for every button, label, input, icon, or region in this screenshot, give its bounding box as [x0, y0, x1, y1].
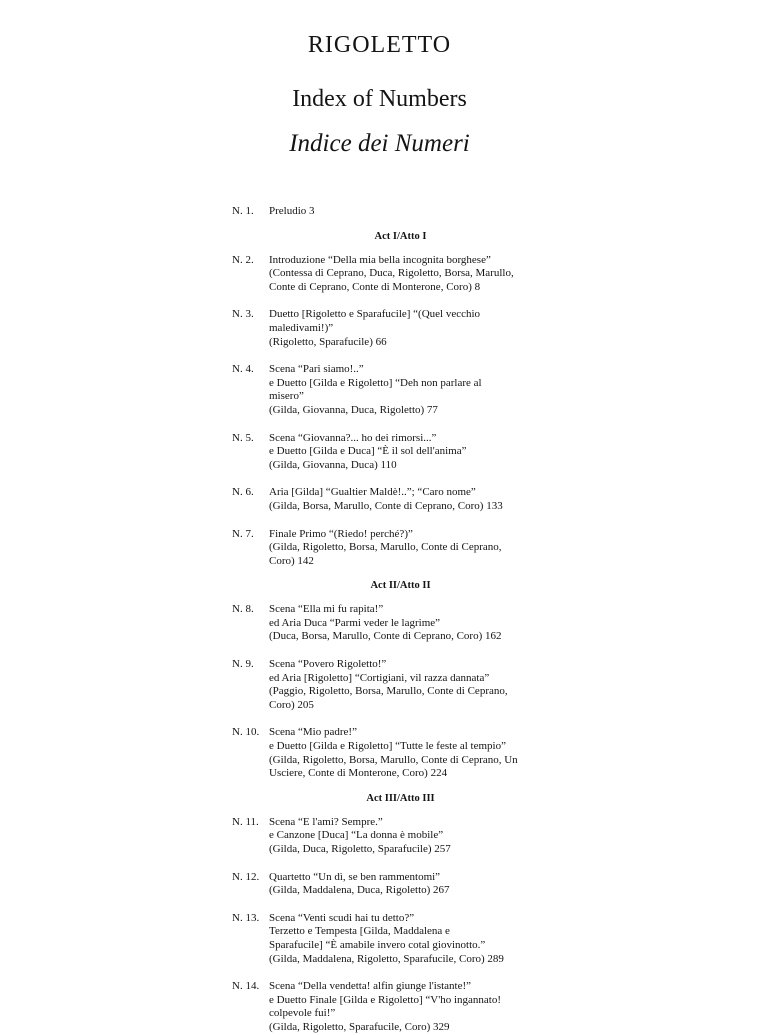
entry-line: Coro) 142: [269, 554, 314, 567]
entry-line: (Gilda, Rigoletto, Borsa, Marullo, Conte di Ceprano, Un: [269, 753, 518, 766]
entry-line: Scena “Venti scudi hai tu detto?”: [269, 911, 415, 924]
number-entry: [232, 363, 532, 417]
entry-line: Aria [Gilda] “Gualtier Maldè!..”; “Caro nome”: [269, 486, 476, 499]
act-heading: Act III/Atto III: [366, 792, 435, 804]
entry-line: e Duetto [Gilda e Rigoletto] “Tutte le feste al tempio”: [269, 740, 506, 753]
entry-line: (Gilda, Borsa, Marullo, Conte di Ceprano, Coro) 133: [269, 499, 503, 512]
entry-line: Sparafucile] “È amabile invero cotal giovinotto.”: [269, 938, 486, 951]
entry-line: Scena “Povero Rigoletto!”: [269, 658, 387, 671]
entry-line: (Rigoletto, Sparafucile) 66: [269, 335, 387, 348]
number-label: N. 13.: [232, 911, 260, 924]
entry-line: (Gilda, Duca, Rigoletto, Sparafucile) 257: [269, 843, 451, 855]
number-entry: [232, 205, 532, 219]
entry-line: ed Aria Duca “Parmi veder le lagrime”: [269, 616, 441, 629]
entry-line: Scena “Giovanna?... ho dei rimorsi...”: [269, 431, 437, 444]
number-entry: [232, 871, 532, 898]
entry-line: Scena “Ella mi fu rapita!”: [269, 603, 384, 616]
entry-line: (Gilda, Giovanna, Duca) 110: [269, 458, 397, 471]
number-label: N. 10.: [232, 726, 260, 739]
entry-line: (Gilda, Giovanna, Duca, Rigoletto) 77: [269, 403, 438, 416]
number-entry: [232, 528, 532, 569]
number-entry: [232, 308, 532, 349]
number-label: N. 12.: [232, 870, 260, 883]
entry-line: e Canzone [Duca] “La donna è mobile”: [269, 829, 444, 842]
number-label: N. 7.: [232, 527, 254, 540]
number-label: N. 11.: [232, 815, 259, 828]
index-heading-italian: Indice dei Numeri: [289, 130, 470, 157]
number-entry: [232, 254, 532, 295]
number-label: N. 5.: [232, 431, 254, 444]
number-label: N. 3.: [232, 308, 254, 321]
entry-line: Preludio 3: [269, 205, 315, 217]
entry-line: Scena “Della vendetta! alfin giunge l'istante!”: [269, 980, 472, 993]
opera-title: RIGOLETTO: [307, 32, 452, 58]
entry-line: e Duetto [Gilda e Duca] “È il sol dell'anima”: [269, 445, 467, 458]
number-label: N. 1.: [232, 205, 254, 217]
entry-line: (Gilda, Maddalena, Duca, Rigoletto) 267: [269, 884, 450, 897]
entry-line: misero”: [269, 390, 304, 403]
entry-line: (Paggio, Rigoletto, Borsa, Marullo, Conte di Ceprano,: [269, 685, 508, 698]
entry-line: colpevole fui!”: [269, 1007, 336, 1020]
entry-line: Scena “E l'ami? Sempre.”: [269, 815, 383, 828]
number-entry: [232, 658, 532, 712]
number-entry: [232, 486, 532, 513]
entry-line: (Gilda, Rigoletto, Sparafucile, Coro) 329: [269, 1020, 450, 1033]
entry-line: (Duca, Borsa, Marullo, Conte di Ceprano, Coro) 162: [269, 630, 502, 643]
number-label: N. 8.: [232, 603, 254, 616]
index-heading: Index of Numbers: [292, 86, 467, 112]
number-entry: [232, 432, 532, 473]
number-list: [232, 205, 532, 1035]
number-label: N. 4.: [232, 363, 254, 376]
entry-line: Coro) 205: [269, 698, 314, 711]
entry-line: Quartetto “Un dì, se ben rammentomi”: [269, 870, 441, 883]
entry-line: maledivami!)”: [269, 321, 334, 334]
entry-line: Finale Primo “(Riedo! perché?)”: [269, 527, 413, 540]
number-entry: [232, 980, 532, 1034]
number-label: N. 14.: [232, 980, 260, 993]
number-entry: [232, 603, 532, 644]
number-label: N. 9.: [232, 658, 254, 671]
entry-line: Conte di Ceprano, Conte di Monterone, Coro) 8: [269, 280, 481, 293]
entry-line: Terzetto e Tempesta [Gilda, Maddalena e: [269, 925, 450, 938]
act-heading: Act I/Atto I: [374, 230, 427, 242]
entry-line: e Duetto Finale [Gilda e Rigoletto] “V'ho ingannato!: [269, 993, 502, 1006]
entry-line: (Contessa di Ceprano, Duca, Rigoletto, Borsa, Marullo,: [269, 267, 514, 280]
entry-line: Introduzione “Della mia bella incognita borghese”: [269, 253, 491, 266]
number-entry: [232, 816, 532, 857]
entry-line: Scena “Pari siamo!..”: [269, 363, 364, 376]
entry-line: e Duetto [Gilda e Rigoletto] “Deh non parlare al: [269, 376, 482, 389]
act-heading: Act II/Atto II: [370, 580, 431, 592]
number-label: N. 2.: [232, 253, 254, 266]
number-entry: [232, 912, 532, 966]
entry-line: Duetto [Rigoletto e Sparafucile] “(Quel vecchio: [269, 308, 481, 321]
entry-line: Usciere, Conte di Monterone, Coro) 224: [269, 767, 448, 780]
entry-line: ed Aria [Rigoletto] “Cortigiani, vil razza dannata”: [269, 671, 490, 684]
number-entry: [232, 726, 532, 780]
entry-line: (Gilda, Rigoletto, Borsa, Marullo, Conte di Ceprano,: [269, 541, 502, 554]
entry-line: Scena “Mio padre!”: [269, 726, 357, 739]
entry-line: (Gilda, Maddalena, Rigoletto, Sparafucile, Coro) 289: [269, 952, 504, 965]
number-label: N. 6.: [232, 486, 254, 499]
